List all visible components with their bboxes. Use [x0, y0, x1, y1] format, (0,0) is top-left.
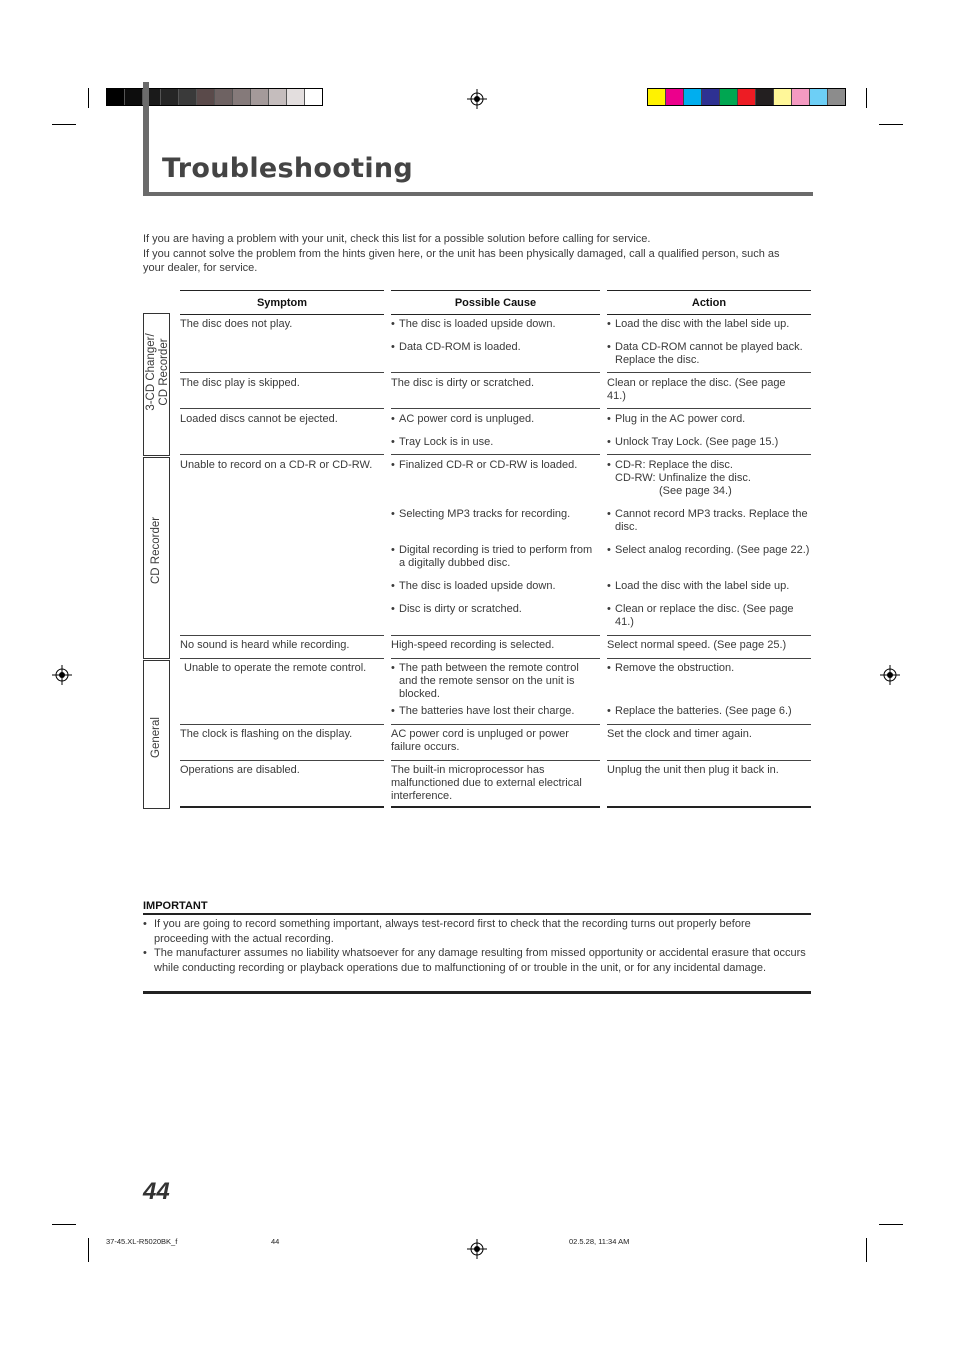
header-symptom: Symptom — [180, 290, 384, 315]
page-number: 44 — [143, 1178, 170, 1205]
symptom-cell: Loaded discs cannot be ejected. — [180, 413, 338, 425]
grey-swatch — [215, 89, 233, 105]
action-cell: • Plug in the AC power cord. — [607, 413, 811, 426]
symptom-cell: No sound is heard while recording. — [180, 639, 350, 651]
grey-swatch — [179, 89, 197, 105]
color-swatch — [774, 89, 792, 105]
footer-filename: 37-45.XL-R5020BK_f — [106, 1237, 178, 1246]
cause-cell: • Finalized CD-R or CD-RW is loaded. — [391, 459, 599, 472]
action-cell: • Select analog recording. (See page 22.) — [607, 544, 811, 557]
color-swatch — [810, 89, 828, 105]
grey-swatch — [305, 89, 322, 105]
cause-cell: • The path between the remote control and the remote sensor on the unit is blocked. — [391, 662, 599, 701]
action-cell: • Unlock Tray Lock. (See page 15.) — [607, 436, 811, 449]
registration-mark-icon — [467, 89, 487, 109]
important-item: • The manufacturer assumes no liability whatsoever for any damage resulting from missed opportunity or accidental erasure that occurs while conducting recording or playback operations due to malfunctioning of or trouble in the unit, or for any incidental damage. — [143, 946, 808, 975]
row-divider — [391, 454, 600, 455]
row-divider — [180, 454, 384, 455]
intro-text — [143, 232, 803, 276]
cause-cell: • AC power cord is unpluged. — [391, 413, 599, 426]
action-cell: • CD-R: Replace the disc. — [607, 459, 811, 472]
action-cell: Set the clock and timer again. — [607, 728, 752, 740]
section-label-cd-changer: 3-CD Changer/ CD Recorder — [145, 333, 170, 411]
row-divider — [391, 724, 600, 725]
grey-swatch — [107, 89, 125, 105]
symptom-cell: The disc does not play. — [180, 318, 293, 330]
grey-swatch — [287, 89, 305, 105]
registration-mark-icon — [880, 665, 900, 685]
row-divider — [391, 635, 600, 636]
title-frame-bottom — [143, 192, 813, 196]
color-swatch — [792, 89, 810, 105]
symptom-cell: The clock is flashing on the display. — [180, 728, 353, 740]
grey-swatch — [161, 89, 179, 105]
cause-cell: • The disc is loaded upside down. — [391, 580, 599, 593]
section-label-general: General — [150, 717, 162, 758]
registration-mark-icon — [52, 665, 72, 685]
footer-page: 44 — [271, 1237, 280, 1246]
crop-mark — [879, 124, 903, 125]
crop-mark — [52, 1224, 76, 1225]
row-divider — [391, 658, 600, 659]
table-bottom-rule — [180, 806, 384, 808]
row-divider — [180, 635, 384, 636]
action-cell: Select normal speed. (See page 25.) — [607, 639, 787, 651]
row-divider — [607, 724, 811, 725]
color-swatch-strip — [647, 88, 846, 106]
action-cell: • Data CD-ROM cannot be played back. Replace the disc. — [607, 341, 811, 367]
crop-mark — [866, 88, 867, 108]
cause-cell: • Selecting MP3 tracks for recording. — [391, 508, 599, 521]
intro-line-1: If you are having a problem with your unit, check this list for a possible solution before calling for service. — [143, 233, 651, 245]
color-swatch — [702, 89, 720, 105]
row-divider — [180, 408, 384, 409]
action-cell: • Replace the batteries. (See page 6.) — [607, 705, 811, 718]
row-divider — [180, 658, 384, 659]
important-item: • If you are going to record something important, always test-record first to check that the recording turns out properly before proceeding with the actual recording. — [143, 917, 808, 946]
cause-cell: • Tray Lock is in use. — [391, 436, 599, 449]
crop-mark — [879, 1224, 903, 1225]
cause-cell: • The batteries have lost their charge. — [391, 705, 599, 718]
row-divider — [180, 372, 384, 373]
action-cell: Unplug the unit then plug it back in. — [607, 764, 779, 776]
action-cell: (See page 34.) — [659, 485, 732, 497]
color-swatch — [828, 89, 845, 105]
important-bottom-rule — [143, 991, 811, 994]
row-divider — [180, 760, 384, 761]
crop-mark — [52, 124, 76, 125]
row-divider — [607, 408, 811, 409]
title-frame-left — [143, 82, 149, 196]
cause-cell: • Digital recording is tried to perform from a digitally dubbed disc. — [391, 544, 599, 570]
row-divider — [391, 372, 600, 373]
footer-timestamp: 02.5.28, 11:34 AM — [569, 1237, 630, 1246]
intro-line-2: If you cannot solve the problem from the hints given here, or the unit has been physically damaged, call a qualified person, such as your dealer, for service. — [143, 247, 780, 274]
crop-mark — [866, 1238, 867, 1262]
section-label-cd-recorder: CD Recorder — [150, 516, 162, 584]
symptom-cell: The disc play is skipped. — [180, 377, 300, 389]
cause-cell: • Disc is dirty or scratched. — [391, 603, 599, 616]
registration-mark-icon — [467, 1239, 487, 1259]
color-swatch — [666, 89, 684, 105]
crop-mark — [88, 88, 89, 108]
important-top-rule — [143, 913, 811, 915]
crop-mark — [88, 1238, 89, 1262]
action-cell: CD-RW: Unfinalize the disc. — [615, 472, 751, 484]
grey-swatch-strip — [106, 88, 323, 106]
row-divider — [607, 635, 811, 636]
symptom-cell: Operations are disabled. — [180, 764, 300, 776]
symptom-cell: Unable to operate the remote control. — [184, 662, 367, 674]
row-divider — [607, 454, 811, 455]
grey-swatch — [125, 89, 143, 105]
cause-cell: • Data CD-ROM is loaded. — [391, 341, 599, 354]
grey-swatch — [233, 89, 251, 105]
table-bottom-rule — [607, 806, 811, 808]
table-bottom-rule — [391, 806, 600, 808]
color-swatch — [756, 89, 774, 105]
action-cell: • Remove the obstruction. — [607, 662, 811, 675]
grey-swatch — [197, 89, 215, 105]
color-swatch — [738, 89, 756, 105]
symptom-cell: Unable to record on a CD-R or CD-RW. — [180, 459, 373, 471]
cause-cell: The disc is dirty or scratched. — [391, 377, 535, 389]
grey-swatch — [251, 89, 269, 105]
row-divider — [607, 760, 811, 761]
row-divider — [607, 658, 811, 659]
row-divider — [391, 408, 600, 409]
cause-cell: The built-in microprocessor has malfunctioned due to external electrical interference. — [391, 764, 582, 802]
cause-cell: High-speed recording is selected. — [391, 639, 555, 651]
color-swatch — [684, 89, 702, 105]
grey-swatch — [269, 89, 287, 105]
cause-cell: AC power cord is unpluged or power failure occurs. — [391, 728, 569, 753]
action-cell: • Cannot record MP3 tracks. Replace the disc. — [607, 508, 811, 534]
action-cell: • Load the disc with the label side up. — [607, 580, 811, 593]
color-swatch — [720, 89, 738, 105]
color-swatch — [648, 89, 666, 105]
action-cell: • Clean or replace the disc. (See page 41.) — [607, 603, 811, 629]
row-divider — [391, 760, 600, 761]
row-divider — [180, 724, 384, 725]
header-action: Action — [607, 290, 811, 315]
cause-cell: • The disc is loaded upside down. — [391, 318, 599, 331]
important-heading: IMPORTANT — [143, 900, 208, 912]
row-divider — [607, 372, 811, 373]
header-cause: Possible Cause — [391, 290, 600, 315]
page-title: Troubleshooting — [162, 153, 414, 184]
action-cell: Clean or replace the disc. (See page 41.) — [607, 377, 786, 402]
action-cell: • Load the disc with the label side up. — [607, 318, 811, 331]
